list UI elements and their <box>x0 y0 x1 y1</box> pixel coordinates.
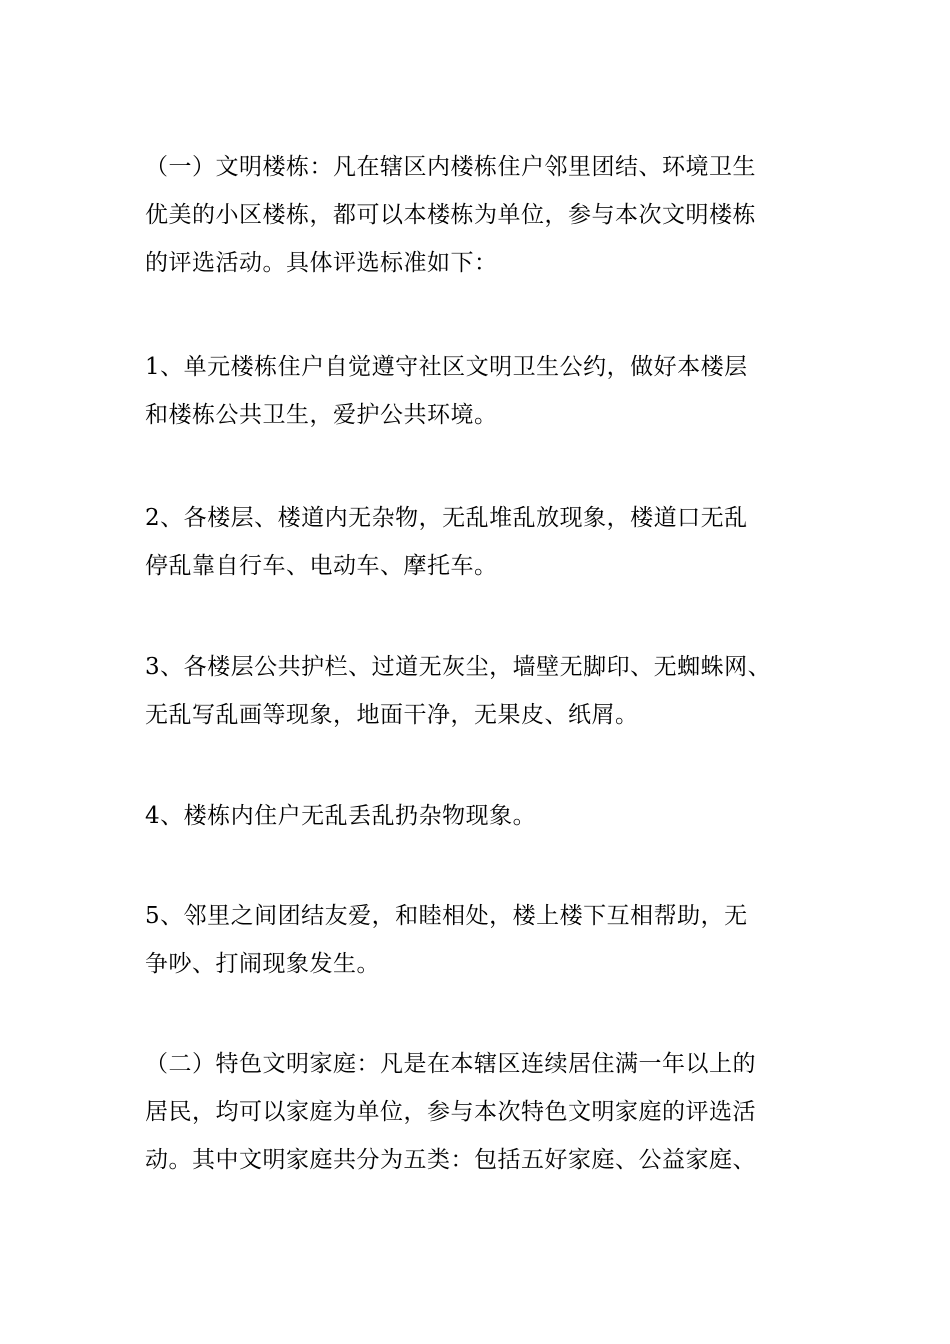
text-line: 居民，均可以家庭为单位，参与本次特色文明家庭的评选活 <box>145 1099 756 1125</box>
paragraph-criterion-2 <box>145 494 815 590</box>
paragraph-criterion-3 <box>145 643 815 739</box>
paragraph-criterion-4 <box>145 792 815 840</box>
text-line: 动。其中文明家庭共分为五类：包括五好家庭、公益家庭、 <box>145 1147 756 1173</box>
paragraph-criterion-5 <box>145 892 815 988</box>
text-line: 无乱写乱画等现象，地面干净，无果皮、纸屑。 <box>145 702 639 728</box>
text-line: 停乱靠自行车、电动车、摩托车。 <box>145 553 498 579</box>
text-line: 和楼栋公共卫生，爱护公共环境。 <box>145 402 498 428</box>
text-line: 3、各楼层公共护栏、过道无灰尘，墙壁无脚印、无蜘蛛网、 <box>145 654 772 680</box>
text-line: 优美的小区楼栋，都可以本楼栋为单位，参与本次文明楼栋 <box>145 202 756 228</box>
text-line: （一）文明楼栋：凡在辖区内楼栋住户邻里团结、环境卫生 <box>145 154 756 180</box>
text-line: 4、楼栋内住户无乱丢乱扔杂物现象。 <box>145 803 537 829</box>
text-line: 的评选活动。具体评选标准如下： <box>145 250 498 276</box>
paragraph-featured-family-intro <box>145 1040 815 1184</box>
text-line: 5、邻里之间团结友爱，和睦相处，楼上楼下互相帮助，无 <box>145 903 748 929</box>
paragraph-criterion-1 <box>145 343 815 439</box>
text-line: 争吵、打闹现象发生。 <box>145 951 380 977</box>
text-line: 1、单元楼栋住户自觉遵守社区文明卫生公约，做好本楼层 <box>145 354 748 380</box>
text-line: （二）特色文明家庭：凡是在本辖区连续居住满一年以上的 <box>145 1051 756 1077</box>
paragraph-civilized-building-intro <box>145 143 815 287</box>
text-line: 2、各楼层、楼道内无杂物，无乱堆乱放现象，楼道口无乱 <box>145 505 748 531</box>
